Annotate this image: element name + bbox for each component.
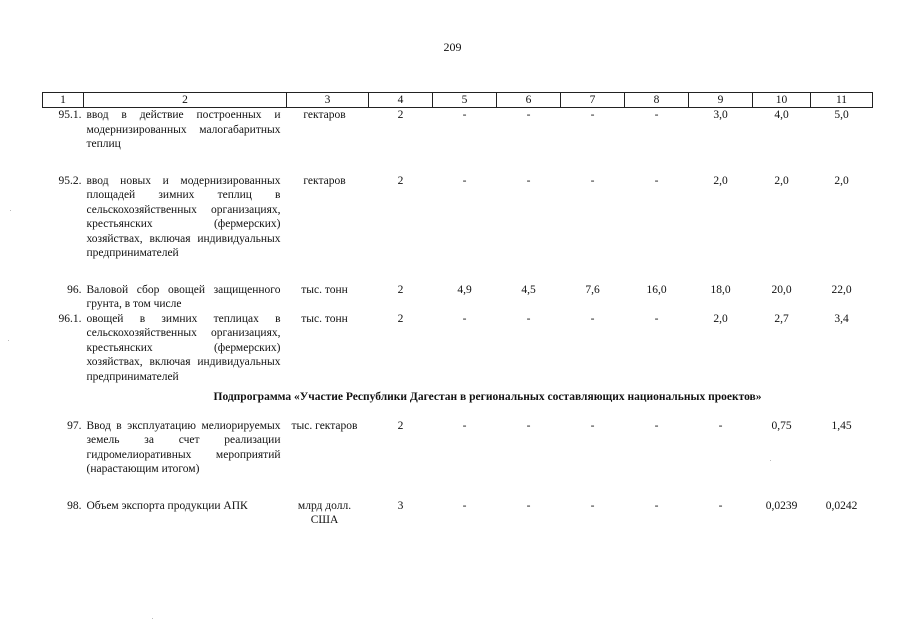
value-cell: 2,0	[713, 174, 728, 187]
value-cell: 16,0	[646, 283, 667, 296]
header-cell: 2	[84, 93, 287, 108]
value-cell: -	[462, 109, 467, 121]
header-cell: 3	[287, 93, 369, 108]
value-cell: -	[526, 312, 531, 325]
header-cell: 7	[561, 93, 625, 108]
indicator-name: ввод новых и модернизированных площадей зимних теплиц в сельскохозяйственных организациях, крестьянских (фермерских) хозяйствах, включая индивидуальных предпринимателей	[86, 174, 281, 259]
value-cell: 20,0	[771, 283, 792, 296]
header-cell: 11	[811, 93, 873, 108]
unit-cell: млрд долл. США	[297, 499, 352, 526]
scan-speck	[10, 210, 11, 211]
value-cell: -	[654, 419, 659, 432]
value-cell: 2,7	[774, 312, 789, 325]
value-cell: 3,4	[834, 312, 849, 325]
indicator-name: Объем экспорта продукции АПК	[86, 499, 248, 512]
unit-cell: тыс. гектаров	[291, 419, 358, 432]
indicator-name: овощей в зимних теплицах в сельскохозяйственных организациях, крестьянских (фермерских) хозяйствах, включая индивидуальных предпринимателей	[86, 312, 281, 383]
scan-speck	[152, 618, 153, 619]
value-cell: -	[462, 312, 467, 325]
scan-speck	[770, 460, 771, 461]
value-cell: -	[462, 174, 467, 187]
value-cell: 1,45	[831, 419, 852, 432]
value-cell: 18,0	[710, 283, 731, 296]
value-cell: 2,0	[774, 174, 789, 187]
value-cell: -	[590, 109, 595, 121]
indicator-name: ввод в действие построенных и модернизированных малогабаритных теплиц	[86, 109, 281, 150]
value-cell: 22,0	[831, 283, 852, 296]
header-cell: 1	[43, 93, 84, 108]
header-cell: 6	[497, 93, 561, 108]
value-cell: -	[654, 174, 659, 187]
value-cell: -	[654, 312, 659, 325]
value-cell: -	[526, 174, 531, 187]
value-cell: 3	[397, 499, 404, 512]
indicator-name: Ввод в эксплуатацию мелиорируемых земель за счет реализации гидромелиоративных мероприятий (нарастающим итогом)	[86, 419, 281, 475]
table-row	[43, 174, 873, 261]
value-cell: 2	[397, 419, 404, 432]
value-cell: 2	[397, 283, 404, 296]
header-row	[43, 93, 873, 108]
value-cell: 5,0	[834, 109, 849, 121]
table-row	[43, 312, 873, 385]
subprogram-row	[43, 384, 873, 419]
value-cell: 0,0242	[825, 499, 858, 512]
header-cell: 10	[753, 93, 811, 108]
value-cell: -	[654, 499, 659, 512]
table-row	[43, 419, 873, 477]
row-number: 96.	[67, 283, 82, 296]
table-row	[43, 108, 873, 152]
value-cell: -	[462, 499, 467, 512]
value-cell: 2	[397, 174, 404, 187]
value-cell: 2	[397, 109, 404, 121]
table-row	[43, 283, 873, 312]
row-number: 97.	[67, 419, 82, 432]
value-cell: -	[590, 419, 595, 432]
table-row	[43, 499, 873, 528]
value-cell: -	[590, 499, 595, 512]
value-cell: 3,0	[713, 109, 728, 121]
header-cell: 5	[433, 93, 497, 108]
unit-cell: гектаров	[303, 174, 346, 187]
value-cell: 4,9	[457, 283, 472, 296]
value-cell: -	[718, 499, 723, 512]
unit-cell: гектаров	[303, 109, 346, 121]
row-number: 96.1.	[58, 312, 82, 325]
header-cell: 8	[625, 93, 689, 108]
unit-cell: тыс. тонн	[301, 312, 348, 325]
unit-cell: тыс. тонн	[301, 283, 348, 296]
value-cell: 2	[397, 312, 404, 325]
value-cell: -	[718, 419, 723, 432]
value-cell: 7,6	[585, 283, 600, 296]
value-cell: -	[590, 312, 595, 325]
indicators-table	[42, 92, 873, 528]
value-cell: 2,0	[713, 312, 728, 325]
value-cell: 0,0239	[765, 499, 798, 512]
value-cell: 0,75	[771, 419, 792, 432]
row-number: 95.1.	[58, 109, 82, 121]
value-cell: 2,0	[834, 174, 849, 187]
value-cell: -	[526, 499, 531, 512]
value-cell: 4,0	[774, 109, 789, 121]
value-cell: -	[590, 174, 595, 187]
header-cell: 9	[689, 93, 753, 108]
value-cell: -	[462, 419, 467, 432]
page-number: 209	[443, 40, 462, 54]
value-cell: -	[526, 419, 531, 432]
row-number: 95.2.	[58, 174, 82, 187]
indicator-name: Валовой сбор овощей защищенного грунта, в том числе	[86, 283, 281, 310]
value-cell: -	[526, 109, 531, 121]
row-number: 98.	[67, 499, 82, 512]
value-cell: 4,5	[521, 283, 536, 296]
subprogram-title: Подпрограмма «Участие Республики Дагестан в региональных составляющих национальных проектов»	[213, 391, 762, 403]
header-cell: 4	[369, 93, 433, 108]
value-cell: -	[654, 109, 659, 121]
scan-speck	[8, 340, 9, 341]
